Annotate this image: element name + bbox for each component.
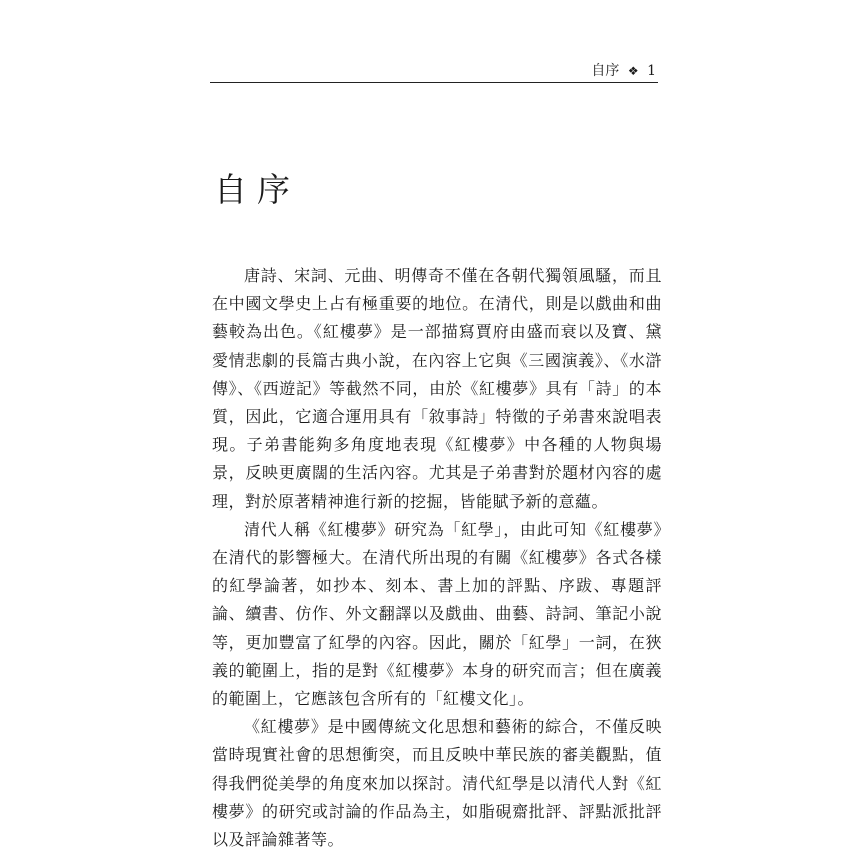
chapter-title: 自序 bbox=[214, 170, 300, 209]
header-section-title: 自序 bbox=[591, 63, 620, 79]
diamond-ornament-icon: ❖ bbox=[627, 64, 639, 78]
body-text bbox=[212, 262, 662, 854]
paragraph-3: 《紅樓夢》是中國傳統文化思想和藝術的綜合，不僅反映當時現實社會的思想衝突，而且反映中華民族的審美觀點，值得我們從美學的角度來加以探討。清代紅學是以清代人對《紅樓夢》的研究或討論的作品為主，如脂硯齋批評、評點派批評以及評論雜著等。 bbox=[212, 717, 662, 850]
page-number: 1 bbox=[647, 63, 656, 79]
paragraph-1: 唐詩、宋詞、元曲、明傳奇不僅在各朝代獨領風騷，而且在中國文學史上占有極重要的地位。在清代，則是以戲曲和曲藝較為出色。《紅樓夢》是一部描寫賈府由盛而衰以及寶、黛愛情悲劇的長篇古典小說，在內容上它與《三國演義》、《水滸傳》、《西遊記》等截然不同，由於《紅樓夢》具有「詩」的本質，因此，它適合運用具有「敘事詩」特徵的子弟書來說唱表現。子弟書能夠多角度地表現《紅樓夢》中各種的人物與場景，反映更廣闊的生活內容。尤其是子弟書對於題材內容的處理，對於原著精神進行新的挖掘，皆能賦予新的意蘊。 bbox=[212, 266, 662, 511]
header-group bbox=[591, 62, 656, 80]
paragraph-2: 清代人稱《紅樓夢》研究為「紅學」，由此可知《紅樓夢》在清代的影響極大。在清代所出現的有關《紅樓夢》各式各樣的紅學論著，如抄本、刻本、書上加的評點、序跋、專題評論、續書、仿作、外文翻譯以及戲曲、曲藝、詩詞、筆記小說等，更加豐富了紅學的內容。因此，關於「紅學」一詞，在狹義的範圍上，指的是對《紅樓夢》本身的研究而言；但在廣義的範圍上，它應該包含所有的「紅樓文化」。 bbox=[212, 519, 662, 709]
running-header bbox=[210, 62, 658, 83]
